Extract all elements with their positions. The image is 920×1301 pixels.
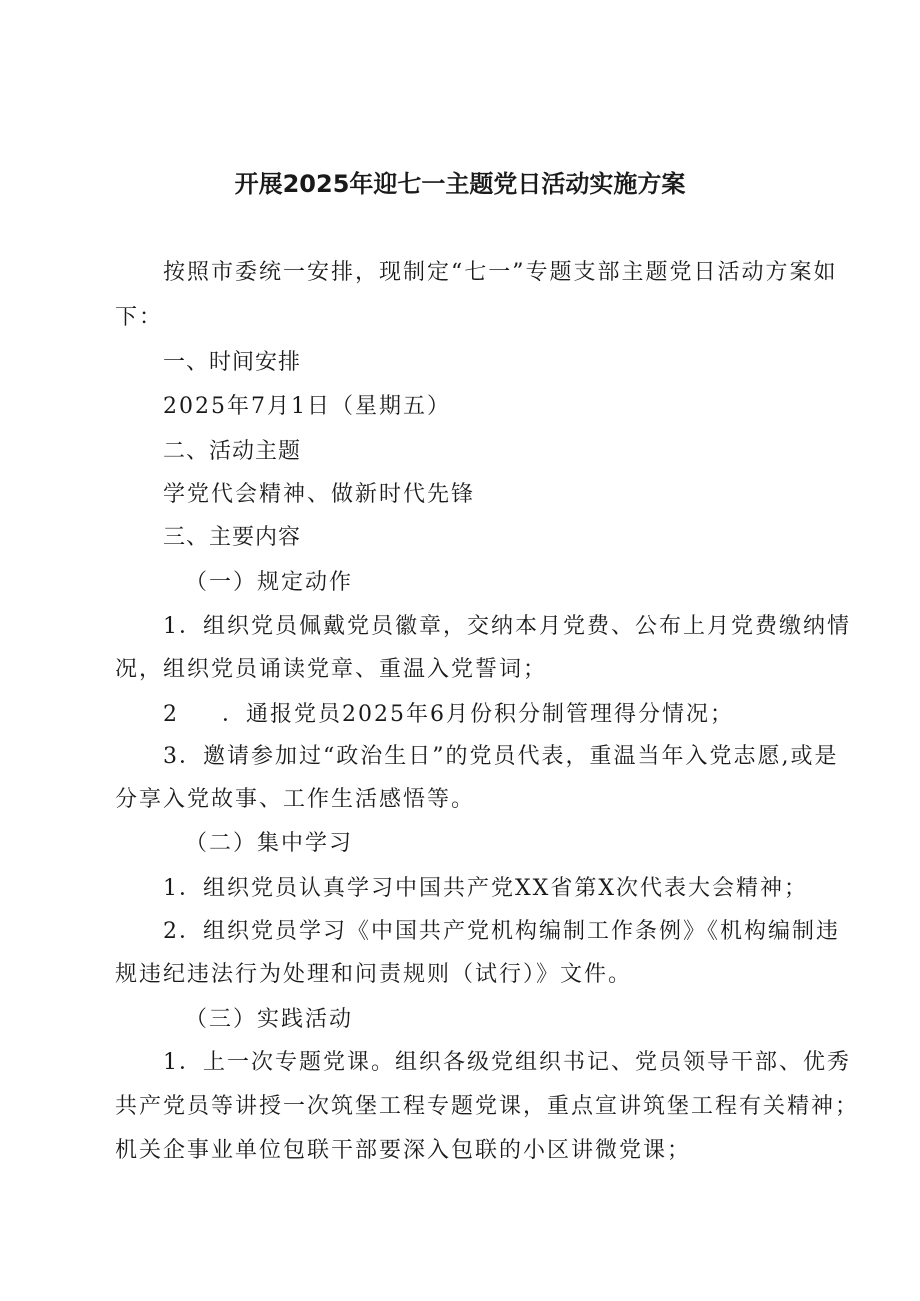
intro-line-1: 按照市委统一安排，现制定“七一”专题支部主题党日活动方案如 — [163, 260, 838, 285]
page-title: 开展2025年迎七一主题党日活动实施方案 — [234, 170, 686, 198]
intro-line-2: 下： — [115, 305, 164, 330]
subsection-heading-practice: （三）实践活动 — [185, 1007, 354, 1032]
list-item-2-text: ．通报党员2025年6月份积分制管理得分情况； — [222, 702, 734, 727]
practice-item-1-line-2: 共产党员等讲授一次筑堡工程专题党课，重点宣讲筑堡工程有关精神； — [115, 1094, 860, 1119]
section-heading-content: 三、主要内容 — [163, 525, 302, 550]
practice-item-1-line-3: 机关企事业单位包联干部要深入包联的小区讲微党课； — [115, 1138, 692, 1163]
practice-item-1-line-1: 1．上一次专题党课。组织各级党组织书记、党员领导干部、优秀 — [163, 1050, 851, 1075]
list-item-1-line-2: 况，组织党员诵读党章、重温入党誓词； — [115, 657, 548, 682]
study-item-2-line-2: 规违纪违法行为处理和问责规则（试行）》文件。 — [115, 962, 633, 987]
study-item-2-line-1: 2．组织党员学习《中国共产党机构编制工作条例》《机构编制违 — [163, 919, 840, 944]
study-item-1: 1．组织党员认真学习中国共产党XX省第X次代表大会精神； — [163, 876, 808, 901]
section-heading-time: 一、时间安排 — [163, 350, 302, 375]
section-content-time: 2025年7月1日（星期五） — [163, 394, 451, 419]
section-heading-theme: 二、活动主题 — [163, 439, 302, 464]
list-item-3-line-2: 分享入党故事、工作生活感悟等。 — [115, 787, 476, 812]
list-item-3-line-1: 3．邀请参加过“政治生日”的党员代表，重温当年入党志愿,或是 — [163, 744, 839, 769]
subsection-heading-study: （二）集中学习 — [185, 831, 354, 856]
subsection-heading-required: （一）规定动作 — [185, 570, 354, 595]
section-content-theme: 学党代会精神、做新时代先锋 — [163, 482, 476, 507]
list-item-1-line-1: 1．组织党员佩戴党员徽章，交纳本月党费、公布上月党费缴纳情 — [163, 614, 851, 639]
list-item-2-number: 2 — [163, 702, 179, 727]
